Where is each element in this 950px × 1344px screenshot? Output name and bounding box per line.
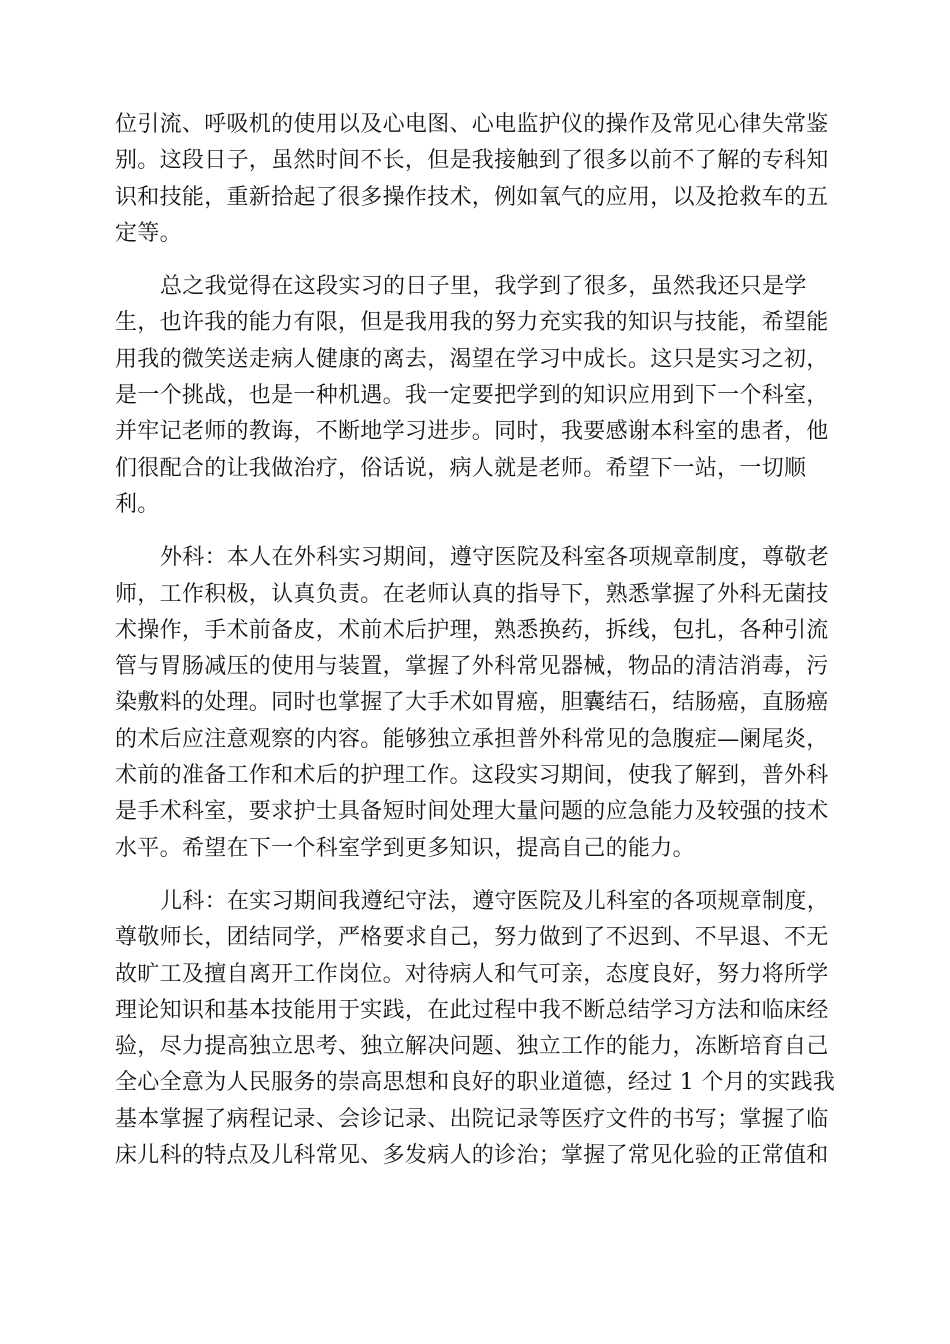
text-line: 总之我觉得在这段实习的日子里，我学到了很多，虽然我还只是学: [160, 274, 807, 300]
text-line: 儿科：在实习期间我遵纪守法，遵守医院及儿科室的各项规章制度，: [160, 888, 830, 914]
text-line: 用我的微笑送走病人健康的离去，渴望在学习中成长。这只是实习之初，: [115, 346, 829, 372]
text-line: 位引流、呼吸机的使用以及心电图、心电监护仪的操作及常见心律失常鉴: [115, 112, 829, 137]
text-line: 水平。希望在下一个科室学到更多知识，提高自己的能力。: [115, 835, 695, 861]
text-line: 别。这段日子，虽然时间不长，但是我接触到了很多以前不了解的专科知: [115, 148, 829, 174]
text-line: 定等。: [115, 220, 182, 246]
text-line: 利。: [115, 491, 160, 517]
text-line: 外科：本人在外科实习期间，遵守医院及科室各项规章制度，尊敬老: [160, 545, 830, 571]
paragraph-surgery: [115, 540, 845, 867]
text-line: 们很配合的让我做治疗，俗话说，病人就是老师。希望下一站，一切顺: [115, 455, 807, 481]
text-line: 的术后应注意观察的内容。能够独立承担普外科常见的急腹症—阑尾炎，: [115, 726, 829, 752]
paragraph-icu-continued: [115, 107, 845, 252]
text-line: 管与胃肠减压的使用与装置，掌握了外科常见器械，物品的清洁消毒，污: [115, 654, 829, 680]
text-line: 尊敬师长，团结同学，严格要求自己，努力做到了不迟到、不早退、不无: [115, 925, 829, 951]
text-line: 师，工作积极，认真负责。在老师认真的指导下，熟悉掌握了外科无菌技: [115, 581, 829, 607]
text-line: 并牢记老师的教诲，不断地学习进步。同时，我要感谢本科室的患者，他: [115, 419, 829, 445]
text-line: 故旷工及擅自离开工作岗位。对待病人和气可亲，态度良好，努力将所学: [115, 961, 829, 987]
text-line: 验，尽力提高独立思考、独立解决问题、独立工作的能力，冻断培育自己: [115, 1034, 829, 1060]
text-line: 是一个挑战，也是一种机遇。我一定要把学到的知识应用到下一个科室，: [115, 383, 829, 409]
text-line: 术前的准备工作和术后的护理工作。这段实习期间，使我了解到，普外科: [115, 763, 829, 789]
text-line: 理论知识和基本技能用于实践，在此过程中我不断总结学习方法和临床经: [115, 997, 829, 1023]
text-line: 是手术科室，要求护士具备短时间处理大量问题的应急能力及较强的技术: [115, 799, 829, 825]
text-line: 基本掌握了病程记录、会诊记录、出院记录等医疗文件的书写；掌握了临: [115, 1106, 829, 1132]
document-body: [115, 107, 845, 1191]
paragraph-summary: [115, 269, 845, 523]
text-line: 床儿科的特点及儿科常见、多发病人的诊治；掌握了常见化验的正常值和: [115, 1143, 829, 1169]
text-line: 识和技能，重新拾起了很多操作技术，例如氧气的应用，以及抢救车的五: [115, 184, 829, 210]
paragraph-pediatrics: [115, 884, 845, 1174]
text-line: 术操作，手术前备皮，术前术后护理，熟悉换药，拆线，包扎，各种引流: [115, 617, 829, 643]
text-line: 生，也许我的能力有限，但是我用我的努力充实我的知识与技能，希望能: [115, 310, 829, 336]
text-line: 全心全意为人民服务的崇高思想和良好的职业道德，经过 1 个月的实践我: [115, 1070, 836, 1096]
text-line: 染敷料的处理。同时也掌握了大手术如胃癌，胆囊结石，结肠癌，直肠癌: [115, 690, 829, 716]
